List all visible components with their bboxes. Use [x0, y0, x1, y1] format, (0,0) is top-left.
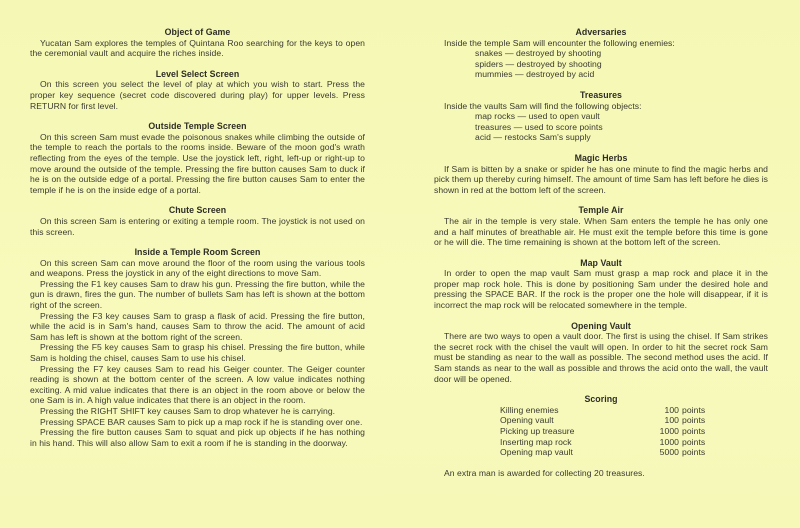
table-row — [500, 426, 705, 437]
section-temple-air — [434, 205, 768, 247]
section-object-of-game — [30, 27, 365, 59]
section-heading: Scoring — [584, 394, 618, 405]
section-inside-temple-room-screen — [30, 247, 365, 448]
score-unit: points — [682, 447, 706, 458]
extra-man-note: An extra man is awarded for collecting 20 treasures. — [444, 467, 645, 478]
section-treasures — [434, 90, 768, 143]
left-column — [30, 27, 365, 458]
paragraph: The air in the temple is very stale. When Sam enters the temple he has only one and a half minutes of breathable air. He must exit the temple before this time is gone or he will die. The time remaining is shown at the bottom left of the screen. — [434, 215, 768, 248]
treasures-intro: Inside the vaults Sam will find the following objects: — [444, 100, 642, 111]
list-item: map rocks — used to open vault — [475, 111, 600, 122]
score-action: Inserting map rock — [500, 436, 572, 447]
score-action: Killing enemies — [500, 404, 559, 415]
paragraph-f5-key: Pressing the F5 key causes Sam to grasp his chisel. Pressing the fire button, while Sam is holding the chisel, causes Sam to use his chisel. — [30, 342, 365, 364]
score-unit: points — [682, 404, 706, 415]
paragraph-fire-button: Pressing the fire button causes Sam to squat and pick up objects if he has nothing in his hand. This will also allow Sam to exit a room if he is standing in the doorway. — [30, 427, 365, 448]
paragraph-f7-key: Pressing the F7 key causes Sam to read his Geiger counter. The Geiger counter reading is shown at the bottom center of the screen. A low value indicates nothing exciting. A mid value indicates that there is an object in the room above or below the one Sam is in. A high value indicates that there is an object in the room. — [30, 363, 365, 406]
section-heading: Level Select Screen — [155, 68, 240, 79]
section-heading: Outside Temple Screen — [148, 121, 247, 132]
section-magic-herbs — [434, 153, 768, 195]
score-unit: points — [682, 415, 706, 426]
section-heading: Inside a Temple Room Screen — [134, 247, 261, 258]
paragraph: On this screen Sam must evade the poisonous snakes while climbing the outside of the temple to reach the portals to the rooms inside. Beware of the moon god's wrath reflecting from the eyes of the temple. Use the joystick left, right, left-up or right-up to move around the outside of the temple. Pressing the fire button causes Sam to duck if he is on the outside edge of a portal. Pressing the fire button causes Sam to enter the temple if he is on the inside edge of a portal. — [30, 131, 365, 195]
section-heading: Object of Game — [164, 27, 231, 37]
section-outside-temple-screen — [30, 121, 365, 195]
section-heading: Opening Vault — [571, 320, 631, 331]
paragraph: In order to open the map vault Sam must grasp a map rock and place it in the proper map rock hole. This is done by positioning Sam under the desired hole and pressing the SPACE BAR. If the rock is the proper one the hole will disappear, if it is incorrect the map rock will be relocated somewhere in the temple. — [434, 268, 768, 311]
score-action: Opening map vault — [500, 447, 573, 458]
section-chute-screen — [30, 205, 365, 237]
paragraph: On this screen you select the level of play at which you wish to start. Press the proper key sequence (secret code discovered during play) for upper levels. Press RETURN for first level. — [30, 79, 365, 111]
paragraph: On this screen Sam can move around the floor of the room using the various tools and weapons. Press the joystick in any of the eight directions to move Sam. — [30, 257, 365, 279]
section-heading: Adversaries — [575, 27, 627, 37]
paragraph-f1-key: Pressing the F1 key causes Sam to draw his gun. Pressing the fire button, while the gun is drawn, fires the gun. The number of bullets Sam has left is shown at the bottom right of the screen. — [30, 278, 365, 311]
table-row — [500, 415, 705, 426]
treasures-list — [434, 111, 768, 143]
score-action: Opening vault — [500, 415, 554, 426]
score-unit: points — [682, 436, 706, 447]
adversaries-intro: Inside the temple Sam will encounter the following enemies: — [444, 37, 675, 48]
paragraph: There are two ways to open a vault door. The first is using the chisel. If Sam strikes the secret rock with the chisel the vault will open. In order to hit the secret rock Sam must be standing as near to the wall as possible. The second method uses the acid. If Sam stands as near to the wall as possible and throws the acid onto the wall, the vault door will be opened. — [434, 331, 768, 384]
score-action: Picking up treasure — [500, 426, 575, 436]
score-points: 1000 — [659, 426, 679, 436]
list-item: treasures — used to score points — [475, 121, 603, 132]
table-row — [500, 447, 705, 458]
paragraph: Yucatan Sam explores the temples of Quintana Roo searching for the keys to open the ceremonial vault and acquire the riches inside. — [30, 37, 365, 59]
paragraph-right-shift: Pressing the RIGHT SHIFT key causes Sam to drop whatever he is carrying. — [40, 406, 336, 416]
paragraph: On this screen Sam is entering or exiting a temple room. The joystick is not used on this screen. — [30, 215, 365, 237]
section-opening-vault — [434, 321, 768, 385]
score-unit: points — [682, 426, 706, 436]
section-heading: Treasures — [579, 89, 623, 100]
score-points: 100 — [664, 404, 679, 415]
section-scoring — [434, 394, 768, 478]
list-item: spiders — destroyed by shooting — [475, 58, 602, 69]
list-item: acid — restocks Sam's supply — [475, 132, 591, 143]
table-row — [500, 405, 705, 416]
section-heading: Map Vault — [580, 257, 622, 268]
right-column — [434, 27, 768, 488]
adversaries-list — [434, 48, 768, 80]
section-heading: Chute Screen — [168, 205, 227, 216]
list-item: mummies — destroyed by acid — [475, 69, 595, 80]
section-heading: Temple Air — [578, 205, 624, 216]
list-item: snakes — destroyed by shooting — [475, 48, 602, 59]
section-map-vault — [434, 258, 768, 311]
paragraph: If Sam is bitten by a snake or spider he has one minute to find the magic herbs and pick them up thereby curing himself. The amount of time Sam has left before he dies is shown in red at the bottom left of the screen. — [434, 163, 768, 195]
section-adversaries — [434, 27, 768, 80]
section-heading: Magic Herbs — [574, 152, 628, 163]
score-points: 5000 — [659, 447, 679, 458]
paragraph-f3-key: Pressing the F3 key causes Sam to grasp a flask of acid. Pressing the fire button, while the acid is in Sam's hand, causes Sam to throw the acid. The amount of acid Sam has left is shown at the bottom right of the screen. — [30, 310, 365, 342]
scoring-table — [500, 405, 705, 458]
paragraph-space-bar: Pressing SPACE BAR causes Sam to pick up a map rock if he is standing over one. — [40, 416, 363, 427]
section-level-select-screen — [30, 69, 365, 111]
score-points: 1000 — [659, 436, 679, 447]
table-row — [500, 437, 705, 448]
score-points: 100 — [664, 415, 679, 426]
